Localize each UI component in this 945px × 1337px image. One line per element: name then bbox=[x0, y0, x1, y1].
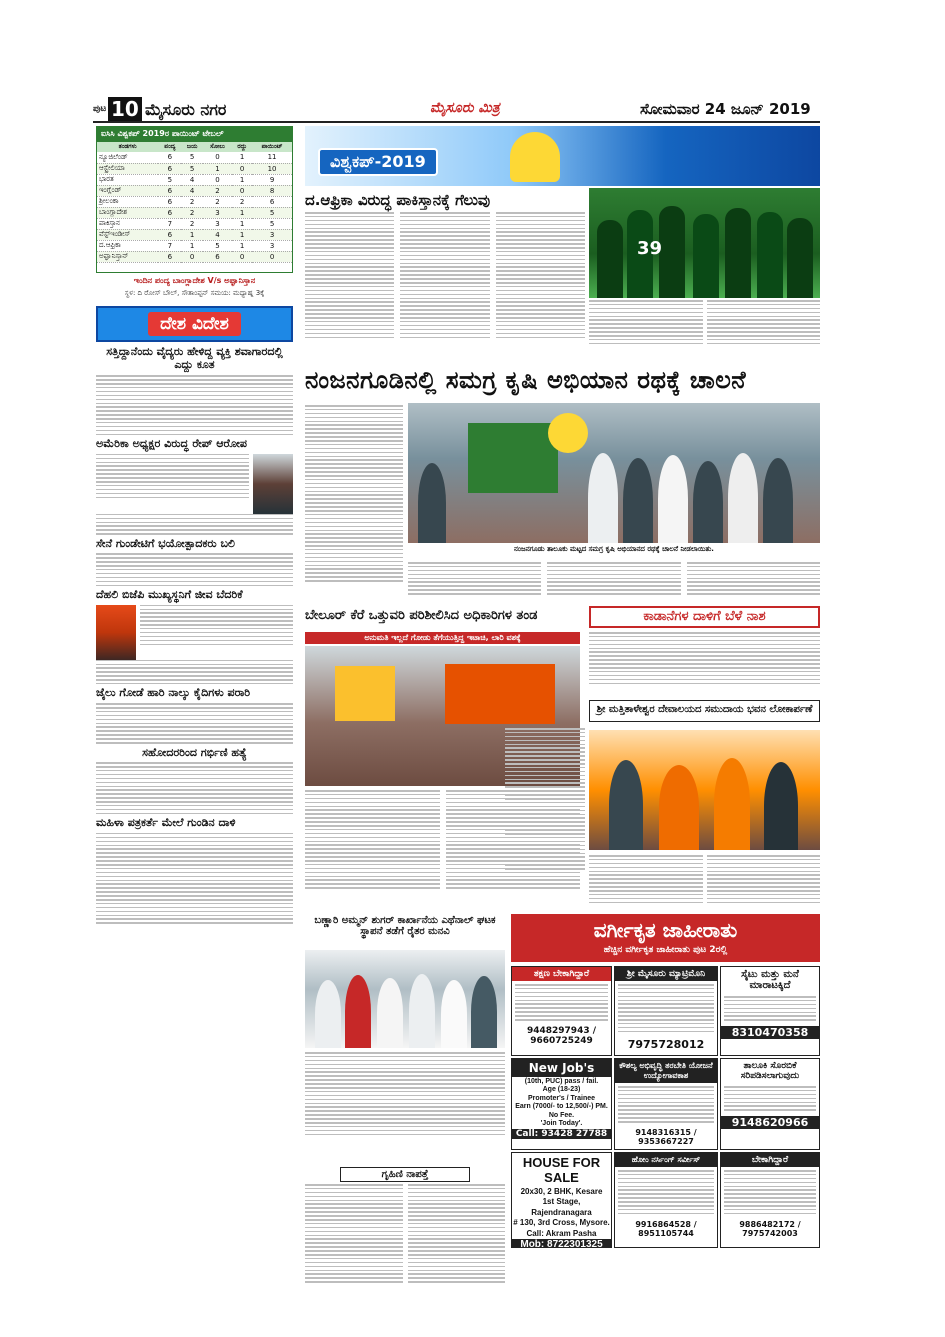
article-body bbox=[96, 514, 293, 535]
stat-cell: 1 bbox=[232, 207, 252, 218]
ad-phone: 9148620966 bbox=[721, 1116, 819, 1129]
todays-match: ಇಂದಿನ ಪಂದ್ಯ ಬಾಂಗ್ಲಾದೇಶ V/s ಅಫ್ಘಾನಿಸ್ತಾನ bbox=[133, 276, 256, 285]
stat-cell: 6 bbox=[158, 196, 181, 207]
classified-ad-new-jobs bbox=[511, 1058, 612, 1150]
stat-cell: 1 bbox=[232, 152, 252, 163]
stat-cell: 4 bbox=[203, 229, 232, 240]
ad-title: ಶ್ರೀ ಮೈಸೂರು ಮ್ಯಾಟ್ರಿಮೊನಿ bbox=[615, 967, 717, 981]
ad-line: Call: Akram Pasha bbox=[526, 1228, 597, 1238]
ad-title: New Job's bbox=[512, 1059, 611, 1077]
farmers-meeting-photo bbox=[305, 950, 505, 1048]
stat-cell: 2 bbox=[181, 218, 203, 229]
ad-title: ಕೌಶಲ್ಯ ಅಭಿವೃದ್ಧಿ ತರಬೇತಿ ಯೋಜನೆ ಉದ್ಯೋಗಾವಕಾಶ bbox=[615, 1059, 717, 1083]
stat-cell: 3 bbox=[252, 240, 292, 251]
article-body bbox=[140, 605, 293, 660]
missing-woman-article bbox=[305, 1184, 505, 1294]
team-name-cell: ಇಂಗ್ಲೆಂಡ್ bbox=[97, 185, 158, 196]
stat-cell: 7 bbox=[158, 218, 181, 229]
col-header: ರದ್ದು bbox=[232, 142, 252, 152]
stat-cell: 6 bbox=[158, 163, 181, 174]
ad-phone: Mob: 8722301325 bbox=[512, 1239, 611, 1248]
classified-ad bbox=[720, 966, 820, 1056]
stat-cell: 9 bbox=[252, 174, 292, 185]
stat-cell: 0 bbox=[203, 174, 232, 185]
excavator-shape bbox=[335, 666, 395, 721]
page-number: 10 bbox=[108, 97, 142, 121]
stat-cell: 1 bbox=[181, 240, 203, 251]
section-banner-label: ದೇಶ ವಿದೇಶ bbox=[148, 312, 241, 336]
team-name-cell: ಬಾಂಗ್ಲಾದೇಶ bbox=[97, 207, 158, 218]
header-rule bbox=[93, 121, 820, 123]
ad-title: ತಾಲೂಕಿ ಸೊರಬಿಕೆ ಸರಿಪಡಿಸಲಾಗುವುದು bbox=[721, 1059, 819, 1083]
stat-cell: 2 bbox=[181, 196, 203, 207]
worldcup-headline: ದ.ಆಫ್ರಿಕಾ ವಿರುದ್ಧ ಪಾಕಿಸ್ತಾನಕ್ಕೆ ಗೆಲುವು bbox=[305, 191, 491, 209]
lead-article-continuation bbox=[408, 562, 820, 602]
stat-cell: 10 bbox=[252, 163, 292, 174]
col-header: ಸೋಲು bbox=[203, 142, 232, 152]
page-tag: ಪುಟ bbox=[93, 104, 107, 114]
section-city-title: ಮೈಸೂರು ನಗರ bbox=[145, 100, 227, 119]
stat-cell: 6 bbox=[158, 251, 181, 262]
team-name-cell: ಭಾರತ bbox=[97, 174, 158, 185]
stat-cell: 2 bbox=[203, 196, 232, 207]
elephant-headline: ಕಾಡಾನೆಗಳ ದಾಳಿಗೆ ಬೆಳೆ ನಾಶ bbox=[589, 606, 820, 628]
masthead-logo: ಮೈಸೂರು ಮಿತ್ರ bbox=[430, 100, 500, 116]
photo-caption bbox=[589, 300, 820, 360]
vehicle-shape bbox=[468, 423, 558, 493]
stat-cell: 1 bbox=[232, 229, 252, 240]
points-table-row bbox=[97, 163, 292, 174]
article-with-photo bbox=[96, 605, 293, 660]
stat-cell: 6 bbox=[158, 207, 181, 218]
points-table-row bbox=[97, 251, 292, 262]
trophy-icon bbox=[510, 132, 560, 182]
news-headline: ಮಹಿಳಾ ಪತ್ರಕರ್ತೆ ಮೇಲೆ ಗುಂಡಿನ ದಾಳಿ bbox=[96, 816, 236, 830]
ad-phone: Call: 93428 27788 bbox=[512, 1129, 611, 1139]
ad-phone: 9916864528 / 8951105744 bbox=[635, 1219, 697, 1238]
classified-ad bbox=[614, 966, 718, 1056]
col-header: ಜಯ bbox=[181, 142, 203, 152]
news-headline: ಸಹೋದರರಿಂದ ಗರ್ಭಿಣಿ ಹತ್ಯೆ bbox=[142, 745, 247, 759]
left-news-column bbox=[96, 346, 293, 1286]
classifieds-title: ವರ್ಗೀಕೃತ ಜಾಹೀರಾತು bbox=[593, 918, 738, 942]
article-body bbox=[96, 553, 293, 586]
stat-cell: 5 bbox=[252, 207, 292, 218]
ad-phone: 9148316315 / 9353667227 bbox=[635, 1127, 697, 1146]
ad-line: (10th, PUC) pass / fail. bbox=[524, 1078, 599, 1085]
stat-cell: 5 bbox=[181, 163, 203, 174]
ad-phone: 9886482172 / 7975742003 bbox=[739, 1219, 801, 1238]
ad-title: ಬೇಕಾಗಿದ್ದಾರೆ bbox=[721, 1153, 819, 1167]
worldcup-article bbox=[305, 212, 585, 362]
stat-cell: 1 bbox=[232, 240, 252, 251]
article-body bbox=[96, 703, 293, 743]
temple-inauguration-photo bbox=[589, 730, 820, 850]
points-table-row bbox=[97, 240, 292, 251]
trump-photo bbox=[253, 454, 293, 514]
ad-line: 20x30, 2 BHK, Kesare bbox=[520, 1187, 603, 1196]
points-table-row bbox=[97, 229, 292, 240]
issue-date: ಸೋಮವಾರ 24 ಜೂನ್ 2019 bbox=[640, 100, 811, 118]
points-table-row bbox=[97, 185, 292, 196]
belur-headline: ಬೇಲೂರ್ ಕೆರೆ ಒತ್ತುವರಿ ಪರಿಶೀಲಿಸಿದ ಅಧಿಕಾರಿಗಳ ತಂಡ bbox=[305, 608, 538, 623]
krishi-rally-photo bbox=[408, 403, 820, 543]
team-name-cell: ಶ್ರೀಲಂಕಾ bbox=[97, 196, 158, 207]
sugar-article bbox=[305, 1052, 505, 1144]
stat-cell: 3 bbox=[203, 207, 232, 218]
belur-subhead-banner: ಅನುಮತಿ ಇಲ್ಲದೆ ಗೋಡು ತೆಗೆಯುತ್ತಿದ್ದ ಇಟಾಚಿ, ಲಾರಿ ವಶಕ್ಕೆ bbox=[305, 632, 580, 644]
ad-phone: 8310470358 bbox=[721, 1026, 819, 1039]
stat-cell: 1 bbox=[203, 163, 232, 174]
temple-article bbox=[505, 728, 585, 908]
team-name-cell: ವೆಸ್ಟ್ಇಂಡೀಸ್ bbox=[97, 229, 158, 240]
ad-line: Earn (7000/- to 12,500/-) PM. No Fee. bbox=[515, 1103, 608, 1119]
news-headline: ದೆಹಲಿ ಬಿಜೆಪಿ ಮುಖ್ಯಸ್ಥನಿಗೆ ಜೀವ ಬೆದರಿಕೆ bbox=[96, 588, 243, 601]
ad-phone: 9448297943 / 9660725249 bbox=[526, 1025, 597, 1046]
lead-photo-caption: ನಂಜನಗೂಡು ತಾಲೂಕು ಮಟ್ಟದ ಸಮಗ್ರ ಕೃಷಿ ಅಭಿಯಾನದ ರಥಕ್ಕೆ ಚಾಲನೆ ನೀಡಲಾಯಿತು. bbox=[514, 545, 714, 553]
stat-cell: 11 bbox=[252, 152, 292, 163]
ad-title: HOUSE FOR SALE bbox=[512, 1153, 611, 1187]
stat-cell: 0 bbox=[232, 251, 252, 262]
classified-ad bbox=[614, 1058, 718, 1150]
ad-line: Age (18-23) bbox=[542, 1086, 581, 1094]
stat-cell: 8 bbox=[252, 185, 292, 196]
col-header: ಪಾಯಿಂಟ್ bbox=[252, 142, 292, 152]
stat-cell: 5 bbox=[252, 218, 292, 229]
lead-article-body bbox=[305, 405, 403, 605]
temple-headline: ಶ್ರೀ ಮತ್ತಿತಾಳೇಶ್ವರ ದೇವಾಲಯದ ಸಮುದಾಯ ಭವನ ಲೋಕಾರ್ಪಣೆ bbox=[589, 700, 820, 722]
points-table-row bbox=[97, 196, 292, 207]
news-headline: ಸತ್ತಿದ್ದಾನೆಂದು ವೈದ್ಯರು ಹೇಳಿದ್ದ ವ್ಯಕ್ತಿ ಶವಾಗಾರದಲ್ಲಿ ಎದ್ದು ಕೂತ bbox=[106, 346, 283, 371]
stat-cell: 5 bbox=[158, 174, 181, 185]
stat-cell: 6 bbox=[158, 185, 181, 196]
classified-ad bbox=[511, 966, 612, 1056]
sugar-factory-headline: ಬಣ್ಣಾರಿ ಅಮ್ಮನ್ ಶುಗರ್ ಕಾರ್ಖಾನೆಯ ಎಥೆನಾಲ್ ಘಟಕ ಸ್ಥಾಪನೆ ತಡೆಗೆ ರೈತರ ಮನವಿ bbox=[314, 915, 496, 937]
stat-cell: 0 bbox=[252, 251, 292, 262]
article-body bbox=[96, 762, 293, 814]
team-name-cell: ಆಸ್ಟ್ರೇಲಿಯಾ bbox=[97, 163, 158, 174]
stat-cell: 1 bbox=[232, 218, 252, 229]
points-table-row bbox=[97, 174, 292, 185]
points-table-row bbox=[97, 218, 292, 229]
classified-ad bbox=[614, 1152, 718, 1248]
stat-cell: 6 bbox=[158, 229, 181, 240]
ad-line: Promoter's / Trainee bbox=[527, 1094, 596, 1102]
classifieds-subtitle: ಹೆಚ್ಚಿನ ವರ್ಗೀಕೃತ ಜಾಹೀರಾತು ಪುಟ 2ರಲ್ಲಿ bbox=[603, 945, 728, 955]
article-with-photo bbox=[96, 454, 293, 514]
team-name-cell: ದ.ಆಫ್ರಿಕಾ bbox=[97, 240, 158, 251]
team-name-cell: ಪಾಕಿಸ್ತಾನ bbox=[97, 218, 158, 229]
classified-ad bbox=[720, 1058, 820, 1150]
stat-cell: 2 bbox=[232, 196, 252, 207]
stat-cell: 6 bbox=[158, 152, 181, 163]
col-header: ಪಂದ್ಯ bbox=[158, 142, 181, 152]
ad-title: ತಕ್ಷಣ ಬೇಕಾಗಿದ್ದಾರೆ bbox=[512, 967, 611, 981]
stat-cell: 0 bbox=[232, 163, 252, 174]
team-name-cell: ನ್ಯೂಜಿಲೆಂಡ್ bbox=[97, 152, 158, 163]
pakistan-team-photo bbox=[589, 188, 820, 298]
section-banner-national-international bbox=[96, 306, 293, 342]
ad-title: ಸೈಟು ಮತ್ತು ಮನೆ ಮಾರಾಟಕ್ಕಿದೆ bbox=[721, 967, 819, 993]
stat-cell: 4 bbox=[181, 174, 203, 185]
classified-ad-house-sale bbox=[511, 1152, 612, 1248]
classified-ad bbox=[720, 1152, 820, 1248]
stat-cell: 3 bbox=[252, 229, 292, 240]
points-table-title: ಐಸಿಸಿ ವಿಶ್ವಕಪ್ 2019ರ ಪಾಯಿಂಟ್ ಟೇಬಲ್ bbox=[97, 127, 292, 142]
stat-cell: 0 bbox=[203, 152, 232, 163]
points-table bbox=[96, 126, 293, 273]
worldcup-banner-title: ವಿಶ್ವಕಪ್-2019 bbox=[318, 148, 438, 176]
lead-headline: ನಂಜನಗೂಡಿನಲ್ಲಿ ಸಮಗ್ರ ಕೃಷಿ ಅಭಿಯಾನ ರಥಕ್ಕೆ ಚಾಲನೆ bbox=[305, 366, 747, 394]
match-venue: ಸ್ಥಳ: ದಿ ರೋಸ್ ಬೌಲ್, ಸೌತಾಂಪ್ಟನ್ ಸಮಯ: ಮಧ್ಯಾಹ್ನ 3ಕ್ಕೆ bbox=[124, 289, 265, 297]
article-body bbox=[96, 660, 293, 685]
ad-phone: 7975728012 bbox=[627, 1037, 705, 1051]
news-headline: ಜೈಲು ಗೋಡೆ ಹಾರಿ ನಾಲ್ಕು ಕೈದಿಗಳು ಪರಾರಿ bbox=[96, 686, 251, 700]
politician-photo bbox=[96, 605, 136, 660]
points-table-header-row bbox=[97, 142, 292, 152]
stat-cell: 0 bbox=[181, 251, 203, 262]
news-headline: ಸೇನೆ ಗುಂಡೇಟಿಗೆ ಭಯೋತ್ಪಾದಕರು ಬಲಿ bbox=[96, 536, 235, 550]
article-body bbox=[96, 454, 249, 514]
stat-cell: 5 bbox=[181, 152, 203, 163]
stat-cell: 4 bbox=[181, 185, 203, 196]
points-table-grid bbox=[97, 142, 292, 263]
news-headline: ಅಮೆರಿಕಾ ಅಧ್ಯಕ್ಷರ ವಿರುದ್ಧ ರೇಪ್ ಆರೋಪ bbox=[96, 437, 247, 451]
points-table-row bbox=[97, 152, 292, 163]
article-body bbox=[96, 375, 293, 435]
stat-cell: 2 bbox=[203, 185, 232, 196]
balloon-shape bbox=[548, 413, 588, 453]
ad-line: 1st Stage, Rajendranagara bbox=[531, 1197, 592, 1217]
points-table-row bbox=[97, 207, 292, 218]
stat-cell: 0 bbox=[232, 185, 252, 196]
team-name-cell: ಅಫ್ಘಾನಿಸ್ತಾನ್ bbox=[97, 251, 158, 262]
truck-shape bbox=[445, 664, 555, 724]
article-body bbox=[96, 833, 293, 924]
jersey-number: 39 bbox=[637, 238, 663, 259]
stat-cell: 1 bbox=[181, 229, 203, 240]
ad-line: # 130, 3rd Cross, Mysore. bbox=[513, 1218, 610, 1228]
stat-cell: 2 bbox=[181, 207, 203, 218]
stat-cell: 1 bbox=[232, 174, 252, 185]
stat-cell: 5 bbox=[203, 240, 232, 251]
stat-cell: 7 bbox=[158, 240, 181, 251]
col-header: ತಂಡಗಳು bbox=[97, 142, 158, 152]
stat-cell: 3 bbox=[203, 218, 232, 229]
missing-woman-headline: ಗೃಹಿಣಿ ನಾಪತ್ತೆ bbox=[340, 1167, 470, 1182]
stat-cell: 6 bbox=[203, 251, 232, 262]
ad-line: 'Join Today'. bbox=[540, 1119, 583, 1127]
temple-article-continued bbox=[589, 855, 820, 910]
stat-cell: 6 bbox=[252, 196, 292, 207]
elephant-article bbox=[589, 632, 820, 694]
ad-title: ಹೋಂ ನರ್ಸಿಂಗ್ ಸರ್ವೀಸ್ bbox=[615, 1153, 717, 1167]
